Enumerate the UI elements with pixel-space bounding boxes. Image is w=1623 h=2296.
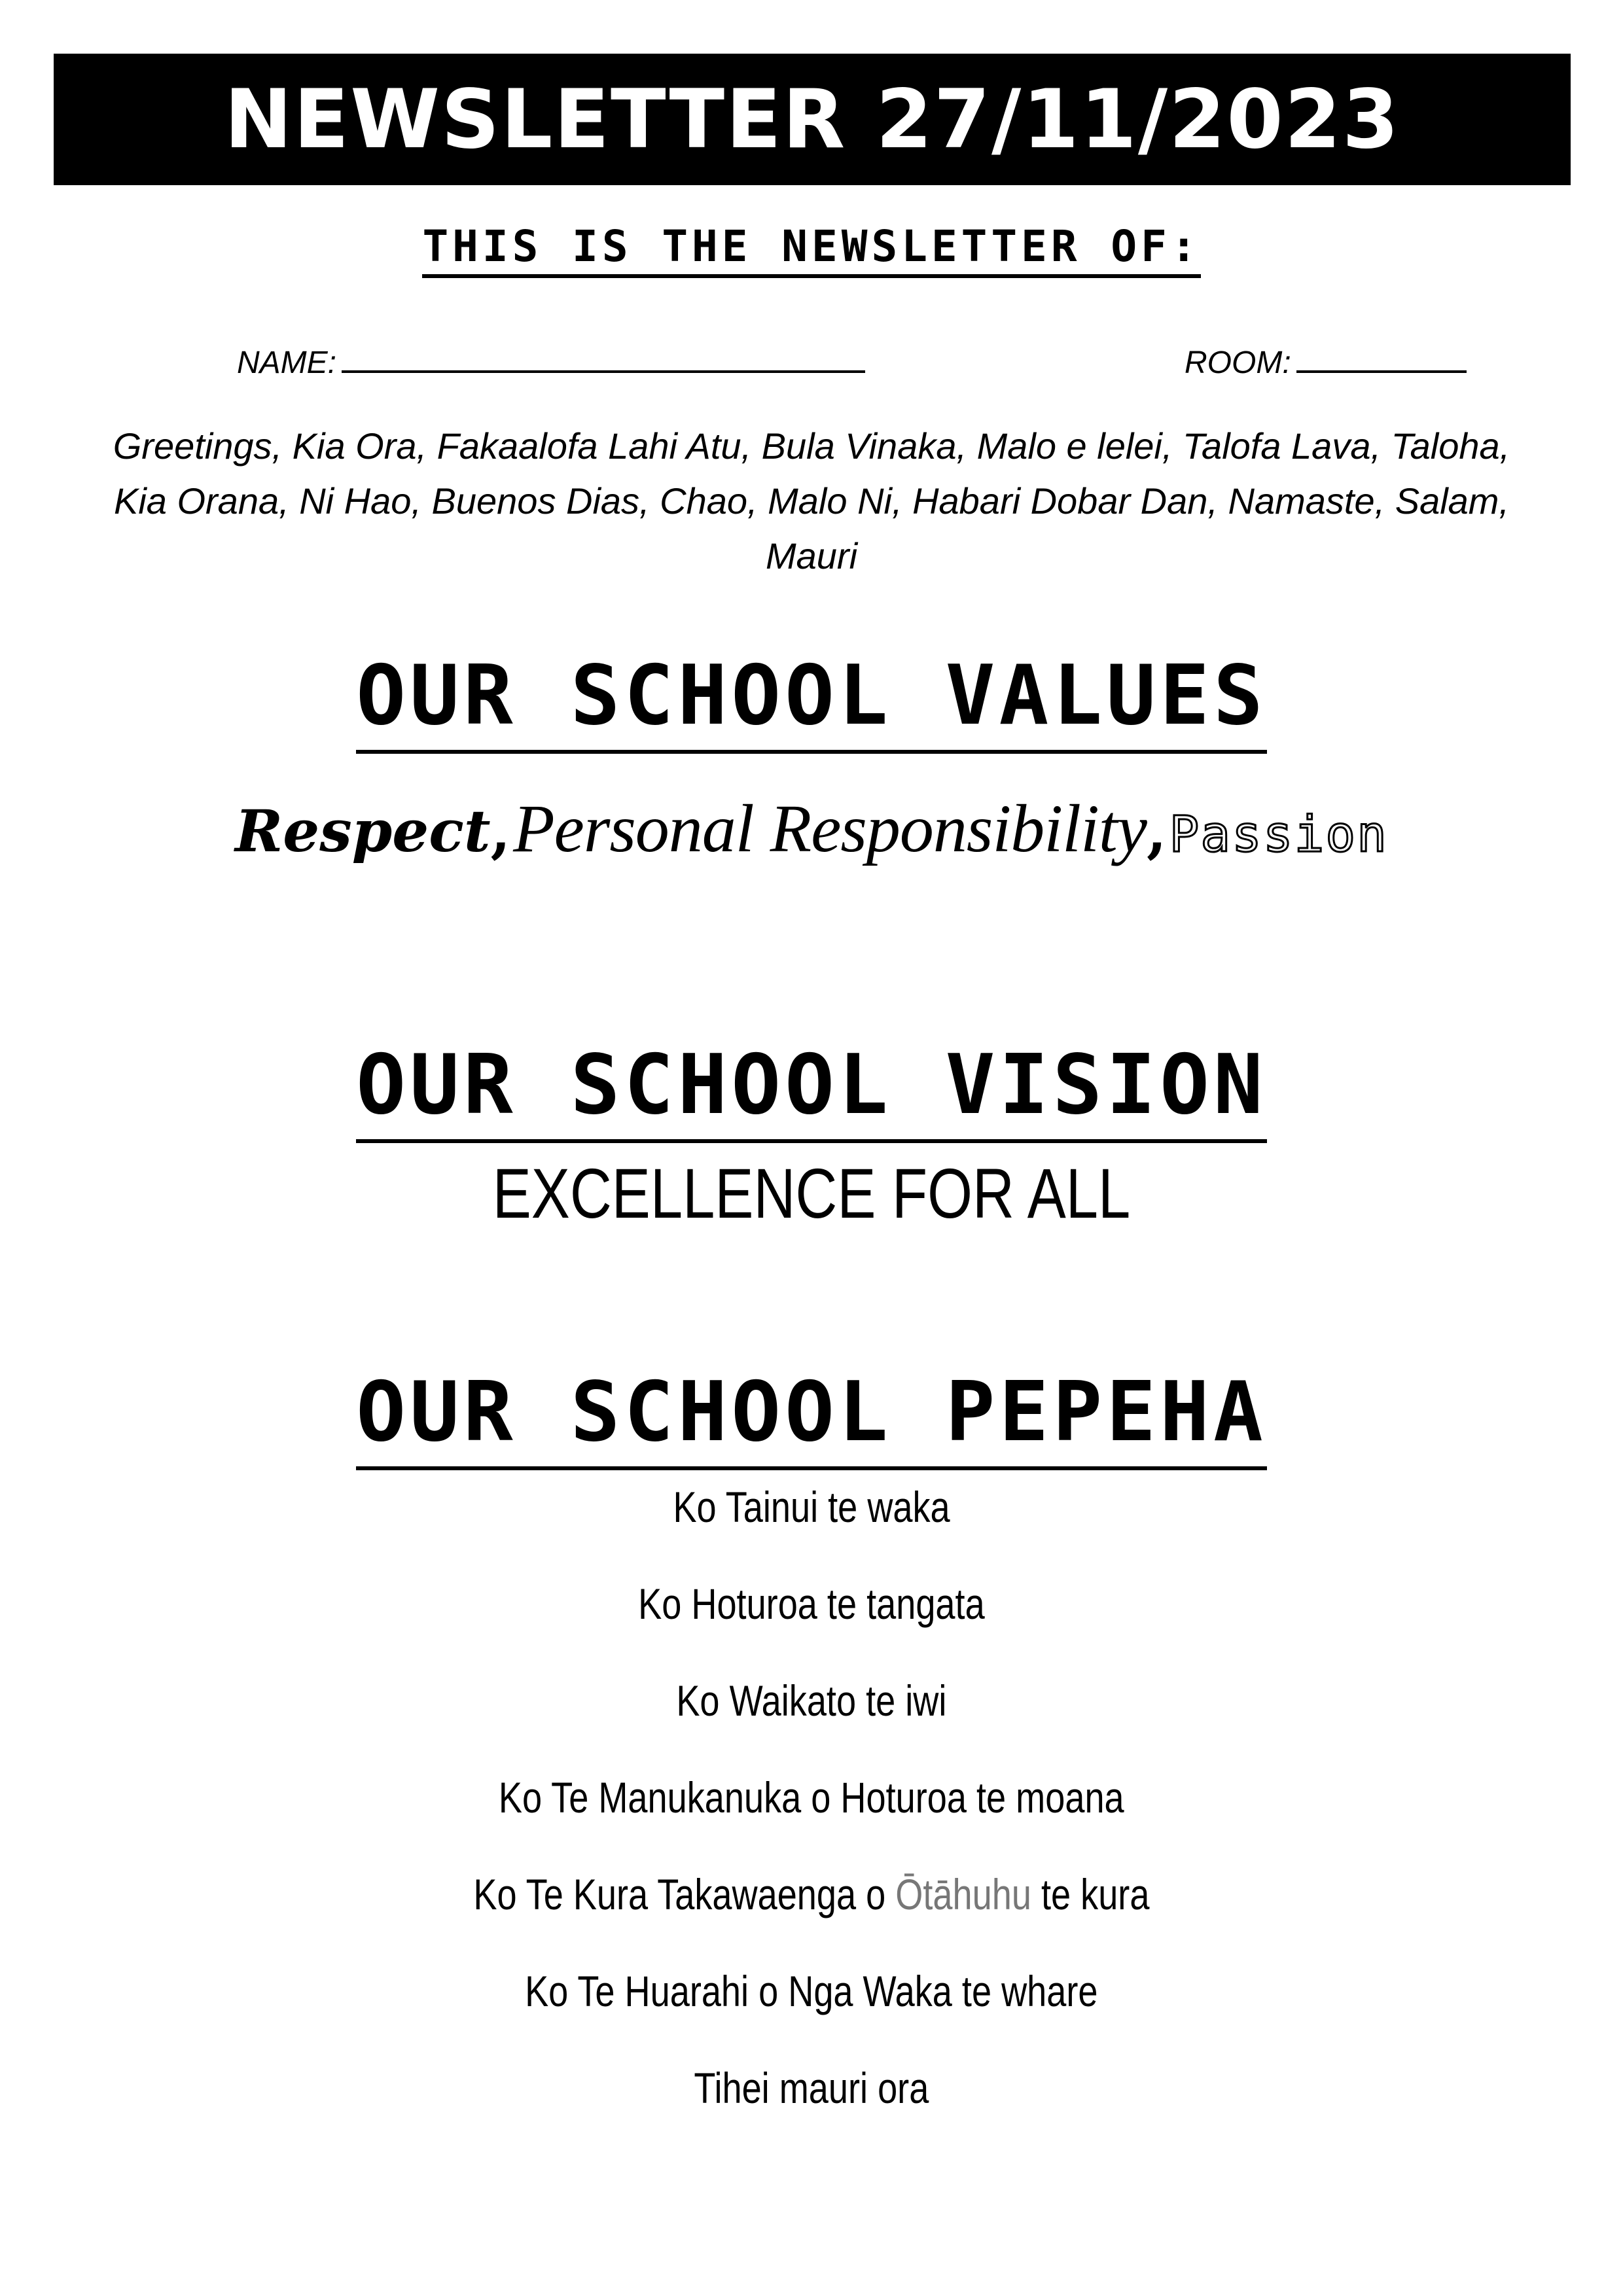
pepeha-line: Ko Tainui te waka — [673, 1483, 950, 1531]
name-blank-line — [342, 344, 865, 373]
value-separator: , — [490, 797, 511, 865]
name-label: NAME: — [237, 345, 337, 380]
pepeha-line — [0, 1870, 1623, 1969]
room-blank-line — [1296, 344, 1467, 373]
pepeha-line: Ko Te Manukanuka o Hoturoa te moana — [499, 1773, 1124, 1822]
name-field — [237, 344, 865, 379]
newsletter-subtitle — [0, 221, 1623, 272]
pepeha-line: Tihei mauri ora — [694, 2064, 929, 2112]
pepeha-list — [0, 1485, 1623, 2163]
newsletter-banner — [54, 54, 1571, 185]
pepeha-line-5-end: te kura — [1041, 1870, 1150, 1918]
pepeha-line: Ko Waikato te iwi — [676, 1676, 947, 1725]
values-heading-text: OUR SCHOOL VALUES — [356, 647, 1267, 754]
subtitle-text: THIS IS THE NEWSLETTER OF: — [422, 221, 1200, 278]
pepeha-heading — [0, 1364, 1623, 1460]
value-separator: , — [1146, 797, 1167, 865]
vision-heading-text: OUR SCHOOL VISION — [356, 1036, 1267, 1143]
pepeha-line: Ko Hoturoa te tangata — [638, 1580, 985, 1628]
pepeha-line-5-start: Ko Te Kura Takawaenga o — [473, 1870, 886, 1918]
pepeha-line: Ko Te Huarahi o Nga Waka te whare — [525, 1967, 1098, 2015]
value-personal-responsibility: Personal Responsibility — [513, 791, 1147, 866]
value-passion: Passion — [1169, 805, 1388, 863]
pepeha-heading-text: OUR SCHOOL PEPEHA — [356, 1364, 1267, 1470]
vision-statement: EXCELLENCE FOR ALL — [492, 1154, 1131, 1233]
greetings-paragraph: Greetings, Kia Ora, Fakaalofa Lahi Atu, Bula Vinaka, Malo e lelei, Talofa Lava, Taloha, Kia Orana, Ni Hao, Buenos Dias, Chao, Malo Ni, Habari Dobar Dan, Namaste, Salam, Mauri — [113, 425, 1510, 576]
values-heading — [0, 647, 1623, 743]
values-list — [0, 791, 1623, 866]
newsletter-title: NEWSLETTER 27/11/2023 — [224, 72, 1400, 167]
value-respect: Respect — [235, 797, 491, 865]
room-field — [1185, 344, 1467, 379]
room-label: ROOM: — [1185, 345, 1291, 380]
otahuhu-word: Ōtāhuhu — [895, 1870, 1032, 1918]
vision-heading — [0, 1036, 1623, 1133]
